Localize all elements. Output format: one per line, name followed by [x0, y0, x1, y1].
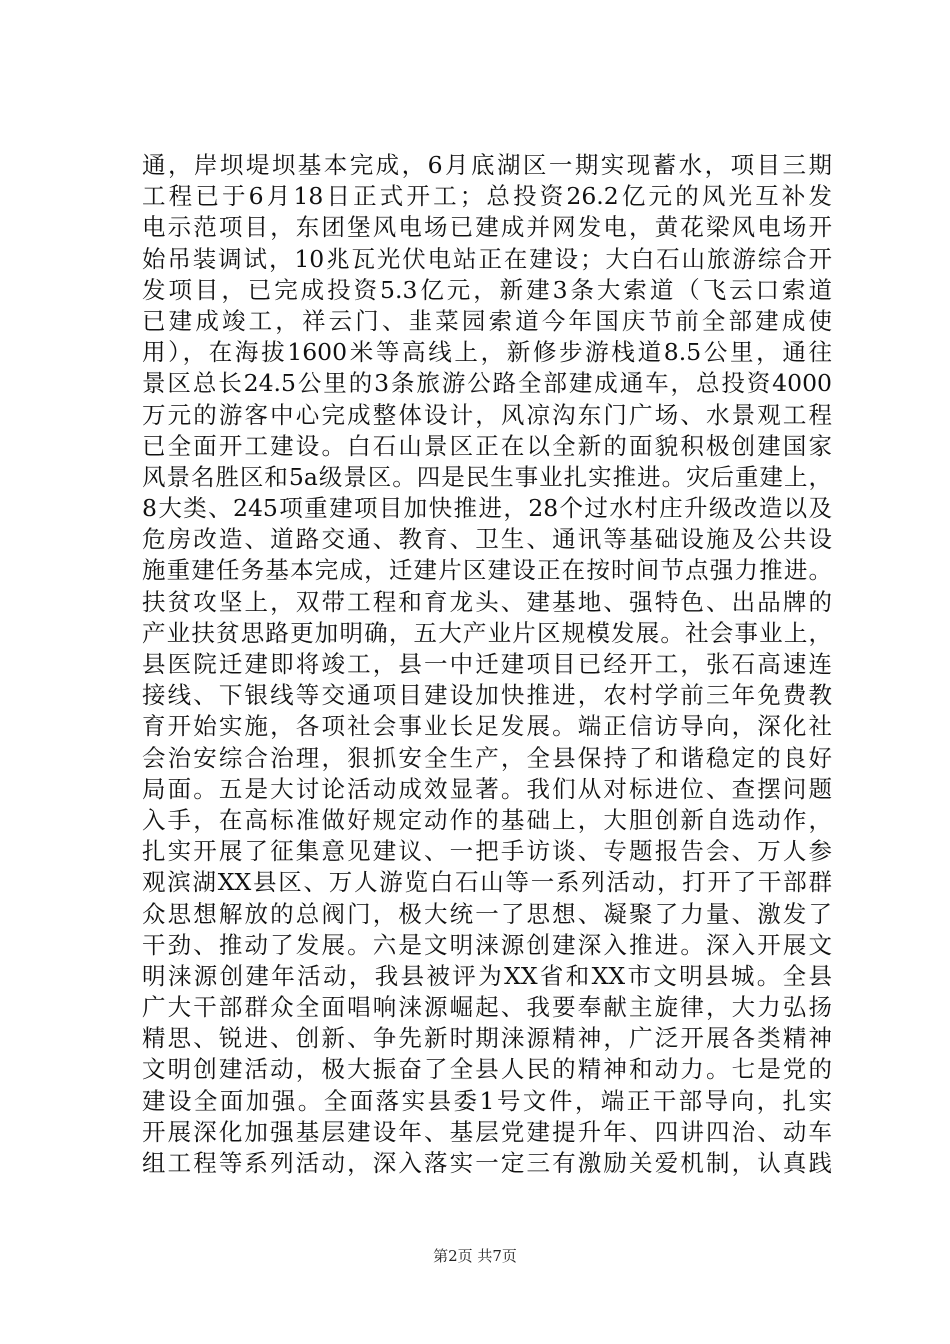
- body-text: [142, 150, 832, 1179]
- text-line: 万元的游客中心完成整体设计，风凉沟东门广场、水景观工程: [142, 400, 832, 429]
- text-line: 县医院迁建即将竣工，县一中迁建项目已经开工，张石高速连: [142, 650, 832, 678]
- text-line: 已全面开工建设。白石山景区正在以全新的面貌积极创建国家: [142, 431, 832, 460]
- text-line: 众思想解放的总阀门，极大统一了思想、凝聚了力量、激发了: [142, 899, 832, 928]
- text-line: 局面。五是大讨论活动成效显著。我们从对标进位、查摆问题: [142, 774, 832, 803]
- text-line: 施重建任务基本完成，迁建片区建设正在按时间节点强力推进。: [142, 556, 832, 585]
- text-line: 危房改造、道路交通、教育、卫生、通讯等基础设施及公共设: [142, 525, 832, 554]
- text-line: 接线、下银线等交通项目建设加快推进，农村学前三年免费教: [142, 681, 832, 710]
- text-line: 入手，在高标准做好规定动作的基础上，大胆创新自选动作，: [142, 805, 832, 834]
- text-line: 电示范项目，东团堡风电场已建成并网发电，黄花梁风电场开: [142, 213, 832, 242]
- text-line: 扶贫攻坚上，双带工程和育龙头、建基地、强特色、出品牌的: [142, 587, 832, 616]
- text-line: 用），在海拔1600米等高线上，新修步游栈道8.5公里，通往: [142, 338, 832, 367]
- text-line: 干劲、推动了发展。六是文明涞源创建深入推进。深入开展文: [142, 930, 832, 959]
- text-line: 工程已于6月18日正式开工；总投资26.2亿元的风光互补发: [142, 182, 832, 211]
- text-line: 开展深化加强基层建设年、基层党建提升年、四讲四治、动车: [142, 1117, 832, 1146]
- text-line: 始吊装调试，10兆瓦光伏电站正在建设；大白石山旅游综合开: [142, 244, 832, 273]
- text-line: 会治安综合治理，狠抓安全生产，全县保持了和谐稳定的良好: [142, 743, 832, 772]
- text-line: 通，岸坝堤坝基本完成，6月底湖区一期实现蓄水，项目三期: [142, 151, 832, 179]
- text-line: 组工程等系列活动，深入落实一定三有激励关爱机制，认真践: [142, 1149, 832, 1177]
- text-line: 文明创建活动，极大振奋了全县人民的精神和动力。七是党的: [142, 1055, 832, 1084]
- text-line: 产业扶贫思路更加明确，五大产业片区规模发展。社会事业上，: [142, 618, 832, 647]
- text-line: 育开始实施，各项社会事业长足发展。端正信访导向，深化社: [142, 712, 832, 741]
- text-line: 明涞源创建年活动，我县被评为XX省和XX市文明县城。全县: [142, 961, 832, 990]
- page-footer: 第2页 共7页: [433, 1247, 517, 1265]
- text-line: 景区总长24.5公里的3条旅游公路全部建成通车，总投资4000: [142, 369, 832, 398]
- text-line: 建设全面加强。全面落实县委1号文件，端正干部导向，扎实: [142, 1086, 832, 1115]
- text-line: 观滨湖XX县区、万人游览白石山等一系列活动，打开了干部群: [142, 868, 832, 897]
- text-line: 广大干部群众全面唱响涞源崛起、我要奉献主旋律，大力弘扬: [142, 993, 832, 1022]
- text-line: 8大类、245项重建项目加快推进，28个过水村庄升级改造以及: [142, 494, 832, 523]
- text-line: 扎实开展了征集意见建议、一把手访谈、专题报告会、万人参: [142, 837, 832, 866]
- text-line: 精思、锐进、创新、争先新时期涞源精神，广泛开展各类精神: [142, 1024, 832, 1053]
- text-line: 已建成竣工，祥云门、韭菜园索道今年国庆节前全部建成使: [142, 306, 832, 335]
- text-line: 发项目，已完成投资5.3亿元，新建3条大索道（飞云口索道: [142, 275, 832, 304]
- text-line: 风景名胜区和5a级景区。四是民生事业扎实推进。灾后重建上，: [142, 462, 832, 491]
